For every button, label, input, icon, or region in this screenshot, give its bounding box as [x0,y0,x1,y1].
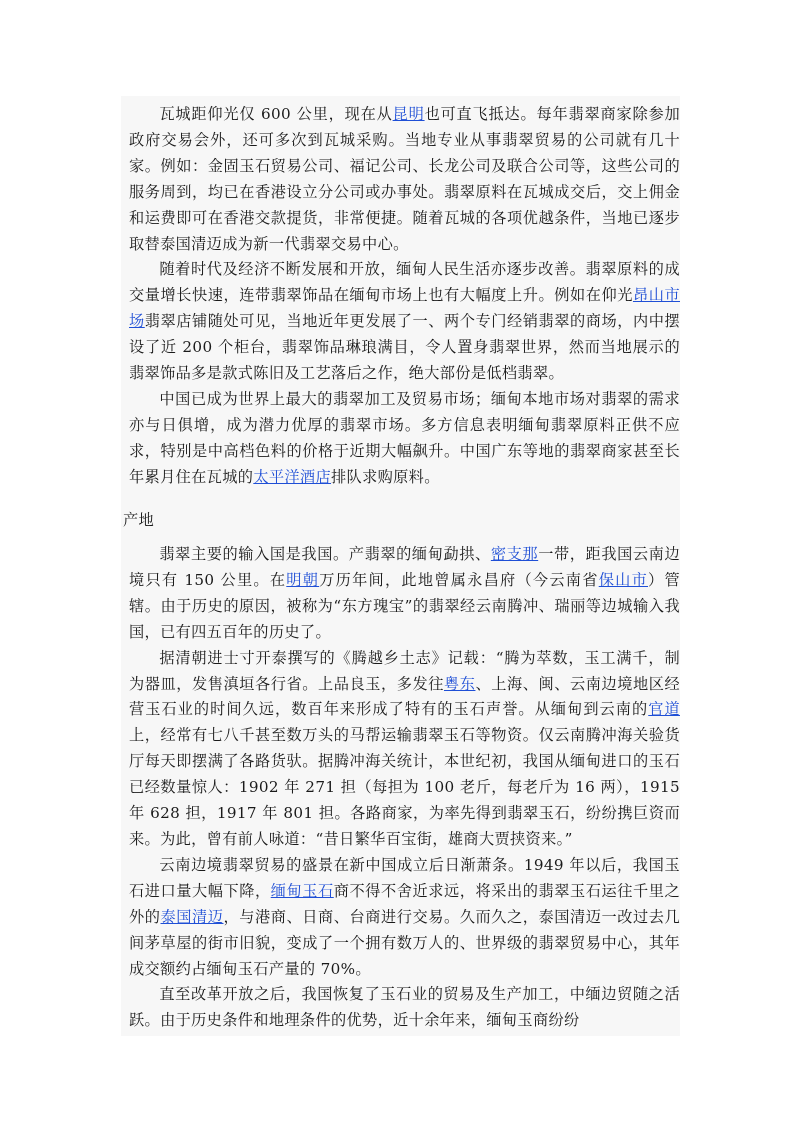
text-run: 万历年间，此地曾属永昌府（今云南省 [319,570,599,589]
paragraph [121,102,680,257]
text-run: 瓦城距仰光仅 600 公里，现在从 [159,105,393,123]
text-run: 中国已成为世界上最大的翡翠加工及贸易市场；缅甸本地市场对翡翠的需求亦与日俱增，成为潜力优厚的翡翠市场。多方信息表明缅甸翡翠原料正供不应求，特别是中高档色料的价格于近期大幅飙升。中国广东等地的翡翠商家甚至长年累月住在瓦城的 [129,389,680,486]
text-run: 直至改革开放之后，我国恢复了玉石业的贸易及生产加工，中缅边贸随之活跃。由于历史条件和地理条件的优势，近十余年来，缅甸玉商纷纷 [129,985,680,1030]
section-origin [121,542,680,1034]
inline-link[interactable]: 泰国清迈 [160,907,224,926]
text-run: 商不得不舍近求远，将采出的翡翠玉石运往千里之外的 [129,881,681,926]
paragraph [121,982,680,1034]
inline-link[interactable]: 明朝 [286,570,320,589]
inline-link[interactable]: 昆明 [392,105,425,123]
inline-link[interactable]: 官道 [648,700,680,719]
text-run: 翡翠店铺随处可见，当地近年更发展了一、两个专门经销翡翠的商场，内中摆设了近 200 个柜台，翡翠饰品琳琅满目，令人置身翡翠世界，然而当地展示的翡翠饰品多是款式陈旧及工艺落后之作，绝大部份是低档翡翠。 [129,312,680,383]
inline-link[interactable]: 保山市 [598,570,649,589]
text-run: 、上海、闽、云南边境地区经营玉石业的时间久远，数百年来形成了特有的玉石声誉。从缅甸到云南的 [129,674,680,719]
section-origin-heading-wrap [121,508,680,534]
paragraph [121,542,680,646]
text-run: 一带，距我国云南边境只有 150 公里。在 [129,545,680,589]
text-run: 排队求购原料。 [331,467,440,486]
inline-link[interactable]: 密支那 [490,545,539,563]
text-run: 云南边境翡翠贸易的盛景在新中国成立后日渐萧条。1949 年以后，我国玉石进口量大幅下降， [129,855,680,900]
inline-link[interactable]: 缅甸玉石 [270,881,334,900]
text-run: 也可直飞抵达。每年翡翠商家除参加政府交易会外，还可多次到瓦城采购。当地专业从事翡翠贸易的公司就有几十家。例如：金固玉石贸易公司、福记公司、长龙公司及联合公司等，这些公司的服务周到，均已在香港设立分公司或办事处。翡翠原料在瓦城成交后，交上佣金和运费即可在香港交款提货，非常便捷。随着瓦城的各项优越条件，当地已逐步取替泰国清迈成为新一代翡翠交易中心。 [129,105,680,253]
paragraph [121,257,680,387]
section-heading: 产地 [123,511,155,529]
text-run: 翡翠主要的输入国是我国。产翡翠的缅甸勐拱、 [159,545,491,563]
paragraph [121,387,680,491]
paragraph [121,853,680,983]
text-run: ）管辖。由于历史的原因，被称为“东方瑰宝”的翡翠经云南腾冲、瑞丽等边城输入我国，已有四五百年的历史了。 [129,570,681,641]
text-run: ，与港商、日商、台商进行交易。久而久之，泰国清迈一改过去几间茅草屋的街市旧貌，变成了一个拥有数万人的、世界级的翡翠贸易中心，其年成交额约占缅甸玉石产量的 70%。 [129,907,680,978]
inline-link[interactable]: 昂山市场 [129,286,680,331]
inline-link[interactable]: 太平洋酒店 [253,467,331,486]
section-intro [121,102,680,491]
document-page [121,96,680,1036]
text-run: 据清朝进士寸开泰撰写的《腾越乡土志》记载：“腾为萃数，玉工满千，制为器皿，发售滇垣各行省。上品良玉，多发往 [129,648,680,693]
text-run: 上，经常有七八千甚至数万头的马帮运输翡翠玉石等物资。仅云南腾冲海关验货厅每天即摆满了各路货驮。据腾冲海关统计，本世纪初，我国从缅甸进口的玉石已经数量惊人：1902 年 271 担（每担为 100 老斤，每老斤为 16 两），1915 年 628 担，1917 年 801 担。各路商家，为率先得到翡翠玉石，纷纷携巨资而来。为此，曾有前人咏道：“昔日繁华百宝街，雄商大贾挟资来。” [129,726,680,848]
paragraph [121,646,680,853]
inline-link[interactable]: 粤东 [443,674,476,693]
text-run: 随着时代及经济不断发展和开放，缅甸人民生活亦逐步改善。翡翠原料的成交量增长快速，连带翡翠饰品在缅甸市场上也有大幅度上升。例如在仰光 [129,260,680,305]
